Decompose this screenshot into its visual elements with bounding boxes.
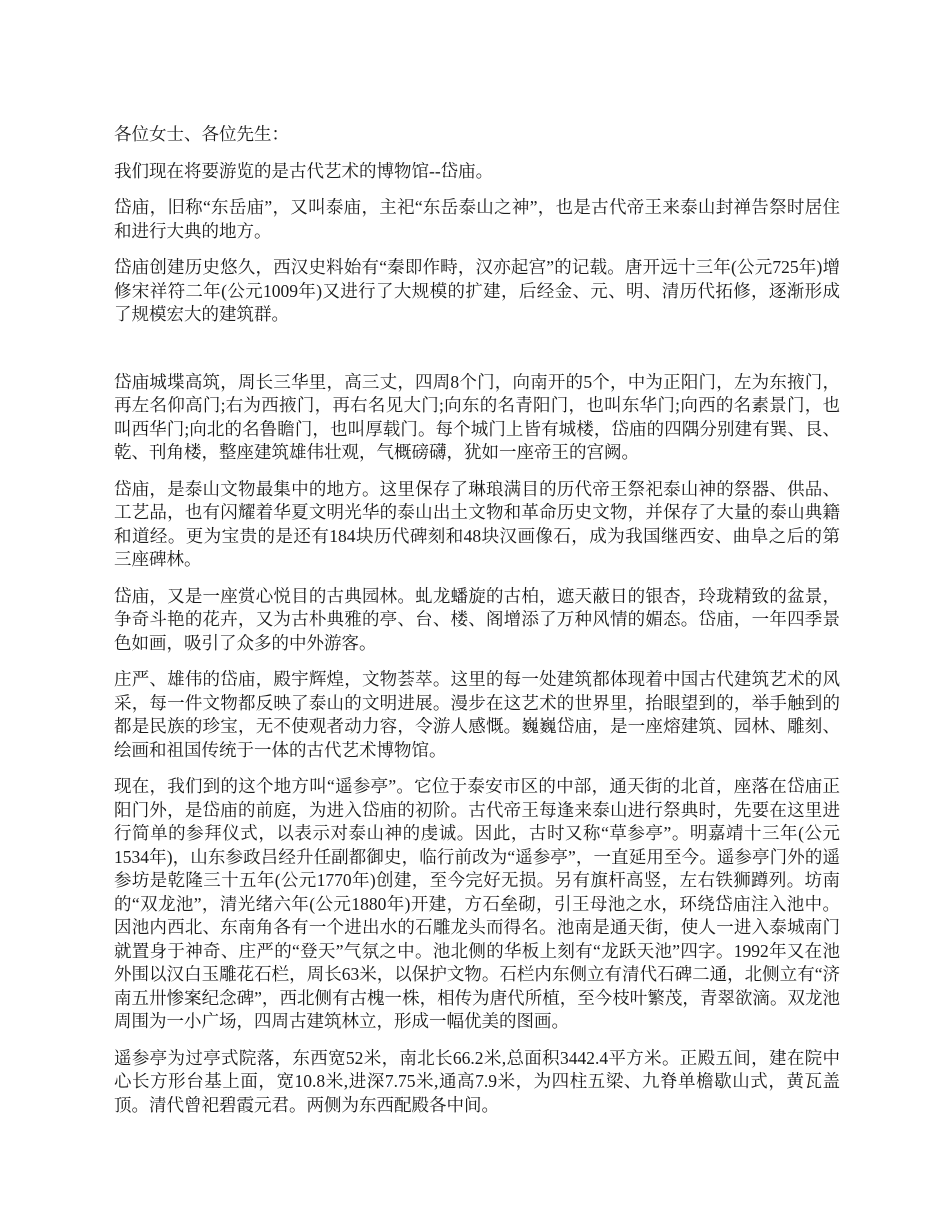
intro-paragraph: 我们现在将要游览的是古代艺术的博物馆--岱庙。 bbox=[114, 160, 494, 181]
body-paragraph: 现在，我们到的这个地方叫“遥参亭”。它位于泰安市区的中部，通天街的北首，座落在岱庙正阳门外，是岱庙的前庭，为进入岱庙的初阶。古代帝王每逢来泰山进行祭典时，先要在这里进行简单的参拜仪式，以表示对泰山神的虔诚。因此，古时又称“草参亭”。明嘉靖十三年(公元1534年)，山东参政吕经升任副都御史，临行前改为“遥参亭”，一直延用至今。遥参亭门外的遥参坊是乾隆三十五年(公元1770年)创建，至今完好无损。另有旗杆高竖，左右铁狮蹲列。坊南的“双龙池”，清光绪六年(公元1880年)开建，方石垒砌，引王母池之水，环绕岱庙注入池中。因池内西北、东南角各有一个进出水的石雕龙头而得名。池南是通天街，使人一进入泰城南门就置身于神奇、庄严的“登天”气氛之中。池北侧的华板上刻有“龙跃天池”四字。1992年又在池外围以汉白玉雕花石栏，周长63米，以保护文物。石栏内东侧立有清代石碑二通，北侧立有“济南五卅惨案纪念碑”，西北侧有古槐一株，相传为唐代所植，至今枝叶繁茂，青翠欲滴。双龙池周围为一小广场，四周古建筑林立，形成一幅优美的图画。 bbox=[114, 776, 840, 1031]
document-body bbox=[114, 123, 840, 1130]
body-paragraph: 岱庙，又是一座赏心悦目的古典园林。虬龙蟠旋的古柏，遮天蔽日的银杏，玲珑精致的盆景，争奇斗艳的花卉，又为古朴典雅的亭、台、楼、阁增添了万种风情的媚态。岱庙，一年四季景色如画，吸引了众多的中外游客。 bbox=[114, 585, 840, 653]
body-paragraph: 岱庙，旧称“东岳庙”，又叫泰庙，主祀“东岳泰山之神”，也是古代帝王来泰山封禅告祭时居住和进行大典的地方。 bbox=[114, 197, 840, 241]
body-paragraph: 岱庙城堞高筑，周长三华里，高三丈，四周8个门，向南开的5个，中为正阳门，左为东掖门，再左名仰高门;右为西掖门，再右名见大门;向东的名青阳门，也叫东华门;向西的名素景门，也叫西华门;向北的名鲁瞻门，也叫厚载门。每个城门上皆有城楼，岱庙的四隅分别建有巽、艮、乾、刊角楼，整座建筑雄伟壮观，气概磅礴，犹如一座帝王的宫阙。 bbox=[114, 371, 840, 462]
body-paragraph: 庄严、雄伟的岱庙，殿宇辉煌，文物荟萃。这里的每一处建筑都体现着中国古代建筑艺术的风采，每一件文物都反映了泰山的文明进展。漫步在这艺术的世界里，抬眼望到的，举手触到的都是民族的珍宝，无不使观者动力容，令游人感慨。巍巍岱庙，是一座熔建筑、园林、雕刻、绘画和祖国传统于一体的古代艺术博物馆。 bbox=[114, 669, 840, 760]
body-paragraph: 岱庙创建历史悠久，西汉史料始有“秦即作畤，汉亦起宫”的记载。唐开远十三年(公元725年)增修宋祥符二年(公元1009年)又进行了大规模的扩建，后经金、元、明、清历代拓修，逐渐形成了规模宏大的建筑群。 bbox=[114, 257, 840, 324]
body-paragraph: 岱庙，是泰山文物最集中的地方。这里保存了琳琅满目的历代帝王祭祀泰山神的祭器、供品、工艺品，也有闪耀着华夏文明光华的泰山出土文物和革命历史文物，并保存了大量的泰山典籍和道经。更为宝贵的是还有184块历代碑刻和48块汉画像石，成为我国继西安、曲阜之后的第三座碑林。 bbox=[114, 478, 840, 569]
body-paragraph: 遥参亭为过亭式院落，东西宽52米，南北长66.2米,总面积3442.4平方米。正殿五间，建在院中心长方形台基上面，宽10.8米,进深7.75米,通高7.9米，为四柱五梁、九脊单檐歇山式，黄瓦盖顶。清代曾祀碧霞元君。两侧为东西配殿各中间。 bbox=[114, 1047, 840, 1115]
greeting-paragraph: 各位女士、各位先生： bbox=[114, 124, 289, 144]
